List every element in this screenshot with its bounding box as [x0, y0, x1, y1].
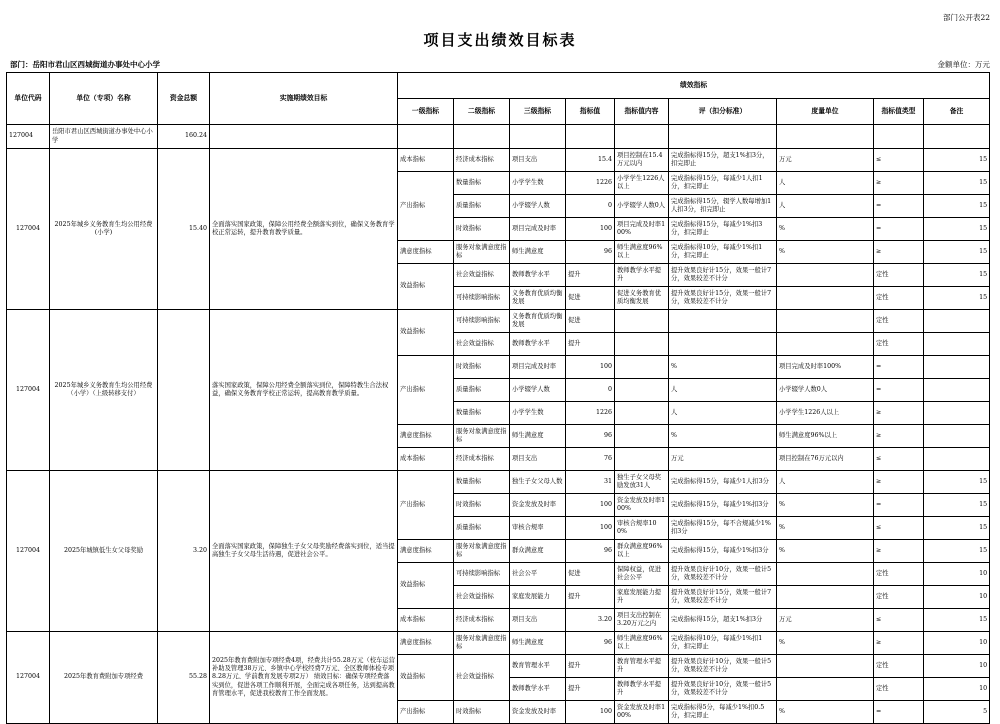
table-cell — [777, 264, 874, 287]
table-cell: 社会效益指标 — [454, 586, 510, 609]
table-cell — [615, 448, 669, 471]
table-cell — [454, 125, 510, 149]
department-label: 部门：岳阳市君山区西城街道办事处中心小学 — [10, 60, 160, 69]
table-cell: 资金发放及时率 — [510, 494, 566, 517]
table-cell: 小学辍学人数 — [510, 379, 566, 402]
table-cell: 15 — [924, 172, 990, 195]
table-cell: 提升效果良好计15分，效果一般计7分，效果较差不计分 — [669, 264, 777, 287]
table-cell: 15 — [924, 471, 990, 494]
table-cell: 教师教学水平 — [510, 264, 566, 287]
table-cell: 项目完成及时率 — [510, 218, 566, 241]
table-cell: 成本指标 — [398, 448, 454, 471]
table-cell: 31 — [566, 471, 615, 494]
table-cell: 产出指标 — [398, 172, 454, 241]
table-cell: 3.20 — [566, 609, 615, 632]
table-cell: 师生满意度96%以上 — [615, 241, 669, 264]
table-cell: 小学辍学人数 — [510, 195, 566, 218]
table-cell: 数量指标 — [454, 172, 510, 195]
table-cell: ≤ — [874, 609, 924, 632]
header-value: 指标值 — [566, 99, 615, 125]
table-cell: % — [669, 425, 777, 448]
header-measure: 度量单位 — [777, 99, 874, 125]
table-cell: 审核合规率 — [510, 517, 566, 540]
table-cell: 定性 — [874, 678, 924, 701]
table-cell: 教师教学水平提升 — [615, 678, 669, 701]
table-cell: 师生满意度 — [510, 632, 566, 655]
header-indicators: 绩效指标 — [398, 73, 990, 99]
table-cell: ≥ — [874, 471, 924, 494]
table-cell — [777, 586, 874, 609]
table-cell: 96 — [566, 540, 615, 563]
table-cell: 15 — [924, 517, 990, 540]
table-cell: 15 — [924, 195, 990, 218]
table-cell — [924, 333, 990, 356]
table-cell: 项目完成及时率 — [510, 356, 566, 379]
table-cell: 人 — [777, 471, 874, 494]
table-cell: = — [874, 701, 924, 724]
table-cell — [615, 356, 669, 379]
table-cell: 社会公平 — [510, 563, 566, 586]
table-cell: 产出指标 — [398, 356, 454, 425]
table-cell — [615, 125, 669, 149]
table-cell: ≥ — [874, 241, 924, 264]
table-cell — [615, 425, 669, 448]
table-cell: 家庭发展能力 — [510, 586, 566, 609]
table-cell: 满意度指标 — [398, 632, 454, 655]
table-row — [7, 471, 990, 494]
table-cell: 小学学生数 — [510, 402, 566, 425]
table-cell: 127004 — [7, 632, 50, 724]
table-cell: 127004 — [7, 125, 50, 149]
table-cell: 满意度指标 — [398, 425, 454, 448]
table-cell: 促进 — [566, 287, 615, 310]
header-l1: 一级指标 — [398, 99, 454, 125]
table-cell: 群众满意度96%以上 — [615, 540, 669, 563]
table-cell: 促进 — [566, 310, 615, 333]
table-cell: 效益指标 — [398, 310, 454, 356]
table-cell: 项目支出 — [510, 609, 566, 632]
table-cell: 项目支出 — [510, 448, 566, 471]
header-name: 单位（专项）名称 — [50, 73, 158, 125]
table-cell: 人 — [669, 379, 777, 402]
table-cell: 完成指标得15分，每减少1%扣3分 — [669, 494, 777, 517]
table-cell — [669, 333, 777, 356]
table-cell: 义务教育优质均衡发展 — [510, 287, 566, 310]
table-cell: 项目完成及时率100% — [777, 356, 874, 379]
table-cell: 师生满意度 — [510, 241, 566, 264]
table-cell: 完成指标得15分，辍学人数每增加1人扣3分，扣完即止 — [669, 195, 777, 218]
table-cell: 完成指标得5分，每减少1%扣0.5分，扣完即止 — [669, 701, 777, 724]
table-cell: = — [874, 218, 924, 241]
table-cell: 提升 — [566, 333, 615, 356]
table-cell: 10 — [924, 655, 990, 678]
table-cell: 100 — [566, 701, 615, 724]
table-cell: 提升效果良好计10分，效果一般计5分，效果较差不计分 — [669, 563, 777, 586]
table-cell: 10 — [924, 563, 990, 586]
table-cell: 全面落实国家政策，保障独生子女父母奖励经费落实到位，适当提高独生子女父母生活待遇，促进社会公平。 — [210, 471, 398, 632]
table-cell: 促进 — [566, 563, 615, 586]
table-cell: 教育管理水平提升 — [615, 655, 669, 678]
table-cell: 1226 — [566, 402, 615, 425]
table-cell: 96 — [566, 425, 615, 448]
table-cell — [874, 125, 924, 149]
performance-table — [6, 72, 990, 724]
table-cell: 万元 — [777, 609, 874, 632]
table-cell: 服务对象满意度指标 — [454, 632, 510, 655]
table-cell — [924, 356, 990, 379]
table-cell: 社会效益指标 — [454, 264, 510, 287]
table-cell: 经济成本指标 — [454, 149, 510, 172]
table-cell: ≥ — [874, 425, 924, 448]
table-row — [7, 125, 990, 149]
table-row — [7, 632, 990, 655]
table-cell: 10 — [924, 678, 990, 701]
header-code: 单位代码 — [7, 73, 50, 125]
table-cell: 定性 — [874, 310, 924, 333]
table-cell — [777, 655, 874, 678]
table-cell: 审核合规率100% — [615, 517, 669, 540]
table-cell: 15 — [924, 264, 990, 287]
table-cell: 完成指标得10分，每减少1%扣1分，扣完即止 — [669, 241, 777, 264]
table-cell: 产出指标 — [398, 471, 454, 540]
table-cell: ≥ — [874, 172, 924, 195]
table-cell: 义务教育优质均衡发展 — [510, 310, 566, 333]
table-cell: 定性 — [874, 287, 924, 310]
table-cell: 160.24 — [158, 125, 210, 149]
table-cell: 资金发放及时率100% — [615, 701, 669, 724]
header-goal: 实施期绩效目标 — [210, 73, 398, 125]
table-cell: % — [777, 701, 874, 724]
table-cell: 提升效果良好计15分，效果一般计7分，效果较差不计分 — [669, 586, 777, 609]
table-cell: 127004 — [7, 310, 50, 471]
table-cell — [615, 402, 669, 425]
table-cell: 质量指标 — [454, 379, 510, 402]
table-cell: 岳阳市君山区西城街道办事处中心小学 — [50, 125, 158, 149]
table-cell: 资金发放及时率 — [510, 701, 566, 724]
table-cell: 完成指标得15分，每不合规减少1%扣3分 — [669, 517, 777, 540]
table-cell: 76 — [566, 448, 615, 471]
table-cell: 师生满意度96%以上 — [615, 632, 669, 655]
table-cell: 15 — [924, 149, 990, 172]
table-cell: 服务对象满意度指标 — [454, 425, 510, 448]
table-cell: 时效指标 — [454, 701, 510, 724]
table-cell: 提升 — [566, 264, 615, 287]
table-cell: 师生满意度 — [510, 425, 566, 448]
table-cell: 人 — [669, 402, 777, 425]
table-cell: 完成指标得15分，每减少1%扣3分 — [669, 540, 777, 563]
table-cell: 人 — [777, 172, 874, 195]
table-cell: 项目控制在15.4万元以内 — [615, 149, 669, 172]
header-total: 资金总额 — [158, 73, 210, 125]
table-cell: 独生子女父母奖励发放31人 — [615, 471, 669, 494]
table-cell: 项目支出控制在3.20万元之内 — [615, 609, 669, 632]
table-cell: 2025年城乡义务教育生均公用经费（小学）（上级转移支付） — [50, 310, 158, 471]
table-cell: 数量指标 — [454, 471, 510, 494]
table-cell: 时效指标 — [454, 356, 510, 379]
table-cell — [924, 125, 990, 149]
amount-unit: 金额单位：万元 — [937, 60, 990, 69]
table-cell: 质量指标 — [454, 517, 510, 540]
table-cell: 产出指标 — [398, 701, 454, 724]
table-cell: 提升效果良好计15分，效果一般计7分，效果较差不计分 — [669, 287, 777, 310]
header-l3: 三级指标 — [510, 99, 566, 125]
table-cell: 师生满意度96%以上 — [777, 425, 874, 448]
table-cell: 定性 — [874, 586, 924, 609]
table-cell — [615, 310, 669, 333]
table-body — [7, 125, 990, 724]
header-l2: 二级指标 — [454, 99, 510, 125]
table-row — [7, 149, 990, 172]
table-cell: 小学学生1226人以上 — [615, 172, 669, 195]
table-cell: 万元 — [669, 448, 777, 471]
table-cell: 完成指标得15分，超支1%扣3分 — [669, 609, 777, 632]
table-cell: 55.28 — [158, 632, 210, 724]
table-cell — [398, 125, 454, 149]
table-cell: 社会效益指标 — [454, 333, 510, 356]
table-cell: 5 — [924, 701, 990, 724]
table-cell: 完成指标得10分，每减少1%扣1分，扣完即止 — [669, 632, 777, 655]
table-cell — [566, 125, 615, 149]
table-cell: % — [669, 356, 777, 379]
table-cell: 成本指标 — [398, 609, 454, 632]
table-cell: 落实国家政策，保障公用经费全额落实到位，保障特教生合法权益，确保义务教育学校正常运转，提高教育教学质量。 — [210, 310, 398, 471]
table-cell — [210, 125, 398, 149]
table-cell: 100 — [566, 218, 615, 241]
header-content: 指标值内容 — [615, 99, 669, 125]
table-cell: 项目完成及时率100% — [615, 218, 669, 241]
table-cell: 数量指标 — [454, 402, 510, 425]
table-cell: 100 — [566, 356, 615, 379]
table-cell: ≥ — [874, 540, 924, 563]
table-cell: 可持续影响指标 — [454, 563, 510, 586]
table-cell: 15 — [924, 540, 990, 563]
table-cell: 15 — [924, 494, 990, 517]
table-cell: 15 — [924, 609, 990, 632]
table-cell: 完成指标得15分，每减少1%扣3分，扣完即止 — [669, 218, 777, 241]
table-cell: 定性 — [874, 655, 924, 678]
table-cell: 成本指标 — [398, 149, 454, 172]
table-cell: 满意度指标 — [398, 540, 454, 563]
table-cell: = — [874, 494, 924, 517]
table-cell: 小学学生数 — [510, 172, 566, 195]
table-cell: ≤ — [874, 149, 924, 172]
table-cell — [777, 678, 874, 701]
table-cell: 经济成本指标 — [454, 448, 510, 471]
table-cell: 15 — [924, 241, 990, 264]
table-cell: ≥ — [874, 632, 924, 655]
header-score: 评（扣分标准） — [669, 99, 777, 125]
table-cell: 群众满意度 — [510, 540, 566, 563]
table-cell — [924, 379, 990, 402]
table-cell: 15.40 — [158, 149, 210, 310]
table-cell: % — [777, 540, 874, 563]
page-title: 项目支出绩效目标表 — [423, 31, 577, 49]
table-cell: ≤ — [874, 448, 924, 471]
table-cell: 提升 — [566, 655, 615, 678]
table-cell: % — [777, 632, 874, 655]
table-cell: 96 — [566, 241, 615, 264]
table-cell: 时效指标 — [454, 218, 510, 241]
table-cell: 项目控制在76万元以内 — [777, 448, 874, 471]
table-cell: 保障权益，促进社会公平 — [615, 563, 669, 586]
table-cell: 3.20 — [158, 471, 210, 632]
table-cell: 完成指标得15分，每减少1人扣3分 — [669, 471, 777, 494]
table-cell — [924, 448, 990, 471]
table-cell: 服务对象满意度指标 — [454, 241, 510, 264]
table-cell: 2025年城镇低生女父母奖励 — [50, 471, 158, 632]
table-cell: 促进义务教育优质均衡发展 — [615, 287, 669, 310]
header-remark: 备注 — [924, 99, 990, 125]
table-cell: 万元 — [777, 149, 874, 172]
table-cell: 社会效益指标 — [454, 655, 510, 701]
table-cell: 项目支出 — [510, 149, 566, 172]
table-cell: % — [777, 517, 874, 540]
table-cell: % — [777, 218, 874, 241]
table-cell: 提升效果良好计10分，效果一般计5分，效果较差不计分 — [669, 655, 777, 678]
table-cell — [924, 425, 990, 448]
table-cell: 1226 — [566, 172, 615, 195]
table-cell — [615, 379, 669, 402]
table-cell — [777, 333, 874, 356]
table-cell: 小学辍学人数0人 — [615, 195, 669, 218]
table-cell: 教师教学水平 — [510, 333, 566, 356]
table-cell: 定性 — [874, 333, 924, 356]
table-cell: 提升 — [566, 586, 615, 609]
table-cell: 可持续影响指标 — [454, 310, 510, 333]
table-cell: 提升 — [566, 678, 615, 701]
table-cell: 15 — [924, 218, 990, 241]
table-cell: 满意度指标 — [398, 241, 454, 264]
table-cell: 0 — [566, 195, 615, 218]
table-cell: 全面落实国家政策，保障公用经费全额落实到位，确保义务教育学校正常运转，提升教育教学质量。 — [210, 149, 398, 310]
table-cell: 教师教学水平 — [510, 678, 566, 701]
table-cell: 小学辍学人数0人 — [777, 379, 874, 402]
page-number: 部门公开表22 — [942, 13, 990, 22]
table-cell: 完成指标得15分，超支1%扣3分，扣完即止 — [669, 149, 777, 172]
table-cell — [158, 310, 210, 471]
table-cell: 15 — [924, 287, 990, 310]
table-cell: % — [777, 494, 874, 517]
table-row — [7, 310, 990, 333]
table-cell: 15.4 — [566, 149, 615, 172]
table-cell: 质量指标 — [454, 195, 510, 218]
table-cell: 2025年城乡义务教育生均公用经费(小学) — [50, 149, 158, 310]
table-cell — [669, 310, 777, 333]
table-cell: ≥ — [874, 402, 924, 425]
header-type: 指标值类型 — [874, 99, 924, 125]
table-cell: 效益指标 — [398, 655, 454, 701]
table-cell: 效益指标 — [398, 563, 454, 609]
table-cell: = — [874, 195, 924, 218]
table-cell: 127004 — [7, 149, 50, 310]
table-cell: = — [874, 379, 924, 402]
table-cell — [615, 333, 669, 356]
table-cell: 100 — [566, 517, 615, 540]
table-cell: 10 — [924, 632, 990, 655]
table-cell: 提升效果良好计10分，效果一般计5分，效果较差不计分 — [669, 678, 777, 701]
table-cell: 资金发放及时率100% — [615, 494, 669, 517]
table-cell: = — [874, 356, 924, 379]
table-cell: 100 — [566, 494, 615, 517]
table-cell — [924, 402, 990, 425]
table-cell — [669, 125, 777, 149]
table-cell — [777, 310, 874, 333]
table-cell — [777, 563, 874, 586]
table-cell: 可持续影响指标 — [454, 287, 510, 310]
table-cell: 10 — [924, 586, 990, 609]
table-cell: % — [777, 241, 874, 264]
table-cell: 2025年教育费附加专项经费 — [50, 632, 158, 724]
table-cell: 人 — [777, 195, 874, 218]
table-cell: 小学学生1226人以上 — [777, 402, 874, 425]
table-cell: 经济成本指标 — [454, 609, 510, 632]
table-cell: 时效指标 — [454, 494, 510, 517]
table-cell — [777, 287, 874, 310]
table-cell: 定性 — [874, 563, 924, 586]
table-cell: 效益指标 — [398, 264, 454, 310]
table-cell: 定性 — [874, 264, 924, 287]
table-cell: 127004 — [7, 471, 50, 632]
table-cell: 家庭发展能力提升 — [615, 586, 669, 609]
table-cell: ≤ — [874, 517, 924, 540]
table-cell: 服务对象满意度指标 — [454, 540, 510, 563]
table-cell — [777, 125, 874, 149]
table-cell — [510, 125, 566, 149]
table-cell: 0 — [566, 379, 615, 402]
table-cell: 教师教学水平提升 — [615, 264, 669, 287]
table-cell: 2025年教育费附加专项经费4项，经费共计55.28万元（校车运营补助及管理38万元、乡镇中心学校经费7万元、全区教师体检专项8.28万元、学前教育发展专项2万） 绩效目标：确保专项经费落实到位，促进各项工作顺利开展，全面完成各项任务，达到提高教育管理水平，促进我校教育工作全面发展。 — [210, 632, 398, 724]
table-cell: 完成指标得15分，每减少1人扣1分，扣完即止 — [669, 172, 777, 195]
table-cell — [924, 310, 990, 333]
table-cell: 教育管理水平 — [510, 655, 566, 678]
table-cell: 独生子女父母人数 — [510, 471, 566, 494]
table-cell: 96 — [566, 632, 615, 655]
